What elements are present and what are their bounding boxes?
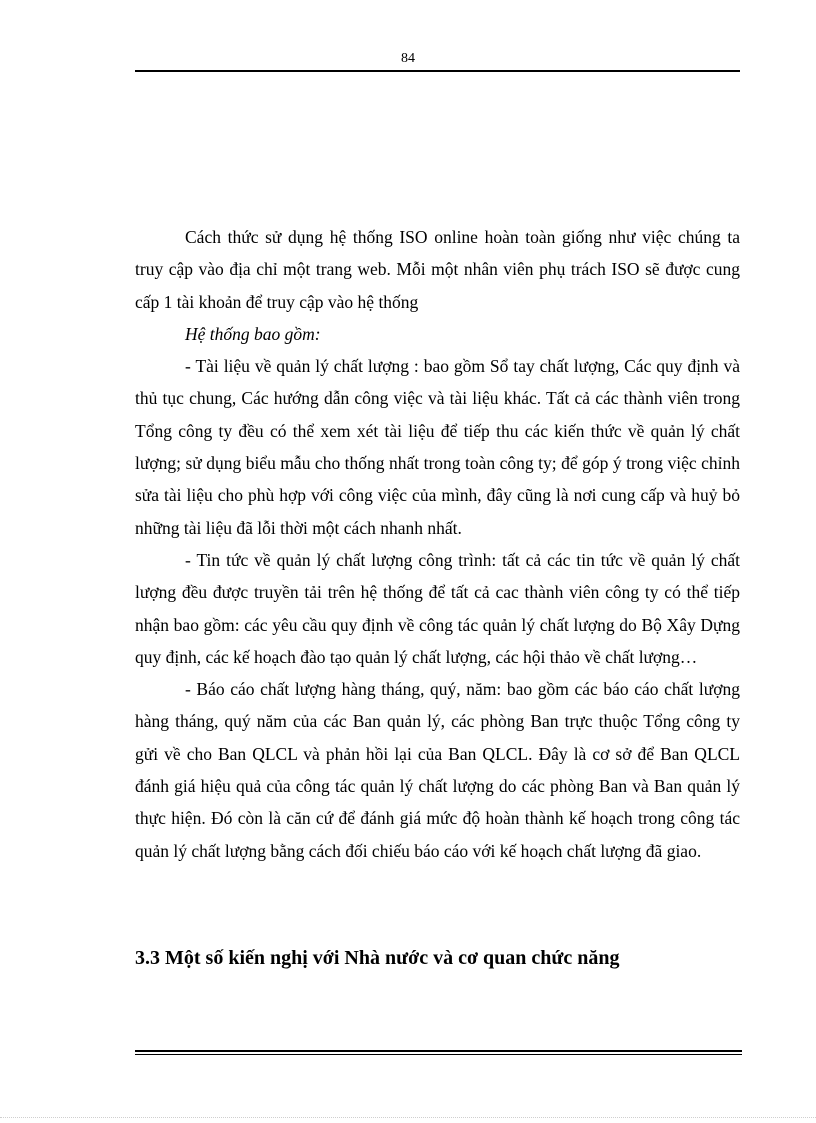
footer-rule	[135, 1050, 742, 1055]
page-number: 84	[401, 51, 415, 66]
paragraph-iso-usage: Cách thức sử dụng hệ thống ISO online hoàn toàn giống như việc chúng ta truy cập vào địa chỉ một trang web. Mỗi một nhân viên phụ trách ISO sẽ được cung cấp 1 tài khoản để truy cập vào hệ thống	[135, 227, 740, 312]
body-text	[135, 221, 740, 867]
paragraph-system-includes: Hệ thống bao gồm:	[185, 323, 321, 344]
header-rule	[135, 70, 740, 72]
paragraph-quality-reports: - Báo cáo chất lượng hàng tháng, quý, năm: bao gồm các báo cáo chất lượng hàng tháng, quý năm của các Ban quản lý, các phòng Ban trực thuộc Tổng công ty gửi về cho Ban QLCL và phản hồi lại của Ban QLCL. Đây là cơ sở để Ban QLCL đánh giá hiệu quả của công tác quản lý chất lượng do các phòng Ban và Ban quản lý thực hiện. Đó còn là căn cứ để đánh giá mức độ hoàn thành kế hoạch trong công tác quản lý chất lượng bằng cách đối chiếu báo cáo với kế hoạch chất lượng đã giao.	[135, 679, 740, 861]
section-heading: 3.3 Một số kiến nghị với Nhà nước và cơ quan chức năng	[135, 947, 620, 969]
page-edge-divider	[0, 1117, 816, 1118]
paragraph-quality-documents: - Tài liệu về quản lý chất lượng : bao gồm Sổ tay chất lượng, Các quy định và thủ tục chung, Các hướng dẫn công việc và tài liệu khác. Tất cả các thành viên trong Tổng công ty đều có thể xem xét tài liệu để tiếp thu các kiến thức về quản lý chất lượng; sử dụng biểu mẫu cho thống nhất trong toàn công ty; để góp ý trong việc chỉnh sửa tài liệu cho phù hợp với công việc của mình, đây cũng là nơi cung cấp và huỷ bỏ những tài liệu đã lỗi thời một cách nhanh nhất.	[135, 356, 740, 538]
paragraph-quality-news: - Tin tức về quản lý chất lượng công trình: tất cả các tin tức về quản lý chất lượng đều được truyền tải trên hệ thống để tất cả cac thành viên công ty có thể tiếp nhận bao gồm: các yêu cầu quy định về công tác quản lý chất lượng do Bộ Xây Dựng quy định, các kế hoạch đào tạo quản lý chất lượng, các hội thảo về chất lượng…	[135, 549, 740, 667]
